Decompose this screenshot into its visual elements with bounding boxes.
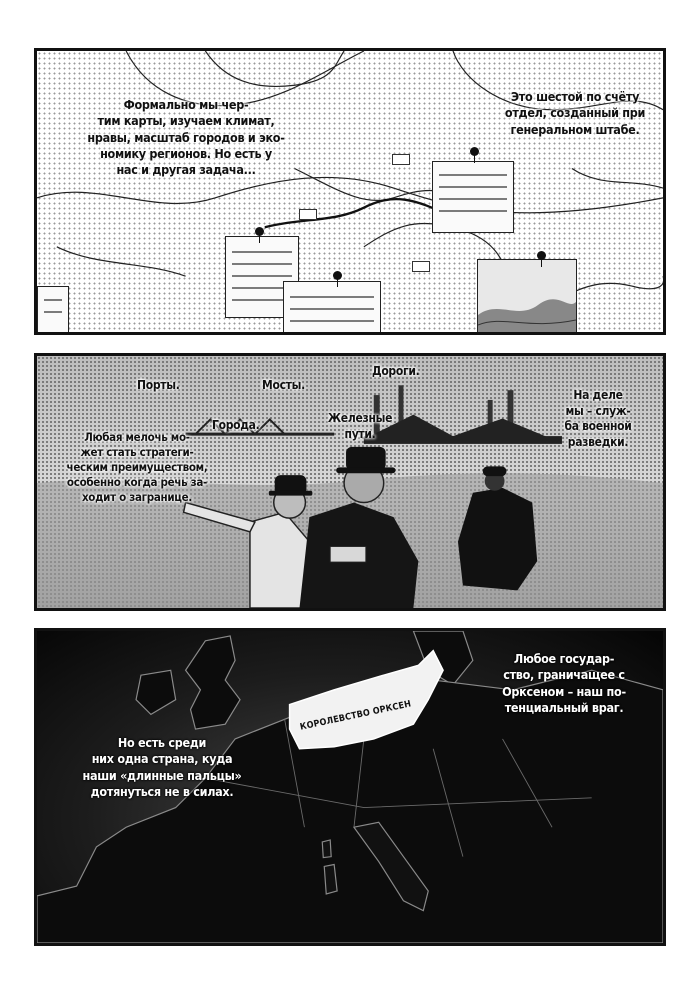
narration-caption: Формально мы чер- тим карты, изучаем климат, нравы, масштаб городов и эко- номику регионов. Но есть у нас и другая задача...	[87, 97, 285, 177]
pinned-note	[37, 286, 69, 335]
narration-caption: Но есть среди них одна страна, куда наши «длинные пальцы» дотянуться не в силах.	[82, 735, 242, 799]
map-label-kingdom: КОРОЛЕВСТВО ОРКСЕН	[299, 699, 413, 733]
caption-cities: Города.	[212, 418, 260, 432]
narration-caption: Любая мелочь мо- жет стать стратеги- ческим преимуществом, особенно когда речь за- ходит о загранице.	[66, 430, 208, 504]
map-marker-box	[392, 154, 410, 165]
map-marker-box	[299, 209, 317, 220]
panel-landscape-scouts	[34, 353, 666, 611]
pin-icon	[255, 227, 264, 236]
caption-roads: Дороги.	[372, 364, 420, 378]
pinned-note	[283, 281, 381, 335]
panel-map-table	[34, 48, 666, 335]
caption-railways: Железные пути.	[327, 411, 393, 441]
caption-bridges: Мосты.	[262, 378, 305, 392]
narration-caption: На деле мы – служ- ба военной разведки.	[564, 388, 632, 449]
panel-europe-map	[34, 628, 666, 946]
pin-icon	[333, 271, 342, 280]
pinned-photo	[477, 259, 577, 335]
narration-caption: Любое государ- ство, граничащее с Орксеном – наш по- тенциальный враг.	[502, 651, 626, 715]
pin-icon	[537, 251, 546, 260]
narration-caption: Это шестой по счёту отдел, созданный при генеральном штабе.	[504, 89, 646, 137]
map-marker-box	[412, 261, 430, 272]
caption-ports: Порты.	[137, 378, 180, 392]
pin-icon	[470, 147, 479, 156]
pinned-note	[432, 161, 514, 233]
